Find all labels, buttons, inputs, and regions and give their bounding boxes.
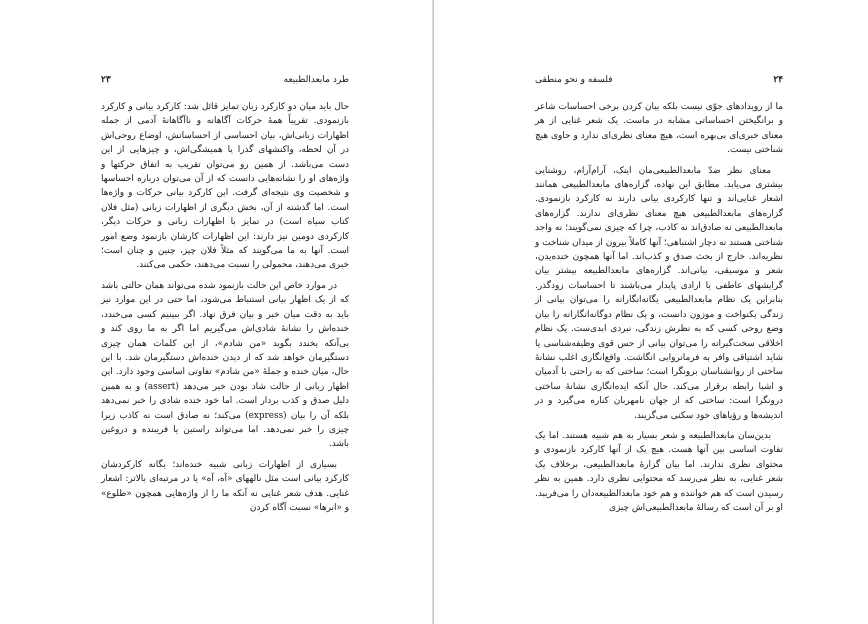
body-text [101,100,349,521]
page-header [101,73,349,87]
page-number: ۲۴ [773,75,783,85]
running-title: فلسفه و نحو منطقی [535,75,613,85]
paragraph: در موارد خاص این حالت بازنمود شده می‌تواند همان حالتی باشد که از یک اظهار بیانی استنباط می‌شود، اما حتی در این موارد نیز باید به دقت میان خبر و بیان فرق نهاد. اگر ببینیم کسی می‌خندد، خنده‌اش را نشانهٔ شادی‌اش می‌گیریم اما اگر به ما روی کند و بی‌آنکه بخندد بگوید «من شادم»، از این کلمات همان چیزی دستگیرمان خواهد شد که از دیدن خنده‌اش دستگیرمان شد. با این حال، میان خنده و جملهٔ «من شادم» تفاوتی اساسی وجود دارد. این اظهار زبانی از حالت شاد بودن خبر می‌دهد (assert) و به همین دلیل صدق و کذب بردار است. اما خود خنده شادی را خبر نمی‌دهد بلکه آن را بیان (express) می‌کند؛ نه صادق است نه کاذب زیرا چیزی را خبر نمی‌دهد. اما می‌تواند راستین یا فریبنده و دروغین باشد. [101,280,350,450]
paragraph: بدین‌سان مابعدالطبیعه و شعر بسیار به هم شبیه هستند. اما یک تفاوت اساسی بین آنها هست. هیچ یک از آنها کارکرد بازنمودی و محتوای نظری ندارند. اما بیان گزارهٔ مابعدالطبیعی، برخلاف یک شعر غنایی، به نظر می‌رسد که محتوایی نظری دارد. همین به نظر رسیدن است که هم خواننده و هم خود مابعدالطبیعه‌دان را می‌فریبد. او بر آن است که رسالهٔ مابعدالطبیعی‌اش چیزی [535,430,783,513]
paragraph: حال باید میان دو کارکرد زبان تمایز قائل شد: کارکرد بیانی و کارکرد بازنمودی. تقریباً همهٔ حرکات آگاهانه و ناآگاهانهٔ آدمی از جمله اظهارات زبانی‌اش، بیان احساسی از احساساتش، اوضاع روحی‌اش در آن لحظه، واکنشهای گذرا یا همیشگی‌اش، و چیزهایی از این دست می‌باشد. از همین رو می‌توان تقریب به اتفاق حرکتها و واژه‌های او را نشانه‌هایی دانست که از آن می‌توان درباره احساسها و شخصیت وی نتیجه‌ای گرفت. این کارکرد بیانی حرکات و واژه‌ها است. اما گذشته از آن، بخش دیگری از اظهارات زبانی (مثل فلان کتاب سیاه است) در تمایز با اظهارات زبانی و حرکات دیگر، کارکردی دومین نیز دارند: این اظهارات کارشان بازنمود وضع امور است. آنها به ما می‌گویند که مثلاً فلان چیز، چنین و چنان است؛ خبری می‌دهند، محمولی را نسبت می‌دهند، حکمی می‌کنند. [101,102,349,271]
paragraph: ما از رویدادهای جوّی نیست بلکه بیان کردن برخی احساسات شاعر و برانگیختن احساساتی مشابه در ماست. یک شعر غنایی از هر معنای خبری‌ای بی‌بهره است، هیچ معنای نظری‌ای ندارد و حاوی هیچ شناختی نیست. [535,102,783,156]
right-page [434,0,868,624]
paragraph: بسیاری از اظهارات زبانی شبیه خنده‌اند؛ یگانه کارکردشان کارکرد بیانی است مثل نالههای «آه، آه» یا در مرتبه‌ای بالاتر: اشعار غنایی. هدف شعر غنایی نه آنکه ما را از واژه‌هایی همچون «طلوع» و «ابرها» نسبت آگاه کردن [101,459,349,513]
paragraph: معنای نظر ضدّ مابعدالطبیعی‌مان اینک، آرام‌آرام، روشنایی بیشتری می‌یابد. مطابق این نهاده، گزاره‌های مابعدالطبیعی همانند اشعار غنایی‌اند و تنها کارکردی بیانی دارند نه کارکرد بازنمودی. گزاره‌های مابعدالطبیعی هیچ معنای نظری‌ای ندارند. گزاره‌های مابعدالطبیعی نه صادق‌اند نه کاذب، چرا که چیزی نمی‌گویند؛ نه واجد شناختی هستند نه دچار اشتباهی؛ آنها کاملاً بیرون از میدان شناخت و نظریه‌اند. خارج از بحث صدق و کذب‌اند. اما آنها همچون خنده‌یدن، شعر و موسیقی، بیانی‌اند. گزاره‌های مابعدالطبیعه بیشتر بیان گرایشهای عاطفی یا ارادی پایدار می‌باشند تا احساسات زودگذر. بنابراین یک نظام مابعدالطبیعی یگانه‌انگارانه را می‌توان بیانی از زندگی یکنواخت و موزون دانست، و یک نظام دوگانه‌انگارانه را بیان وضع روحی کسی که به نظرش زندگی، نبردی ابدی‌ست. یک نظام اخلاقی سخت‌گیرانه را می‌توان بیانی از حس قوی وظیفه‌شناسی یا شاید اشتیاقی وافر به فرمانروایی انگاشت. واقع‌انگاری اغلب نشانهٔ ساختی از روانشناسان برونگرا است؛ ساختی که به راحتی با آدمیان و اشیا رابطه برقرار می‌کند. حال آنکه ایده‌انگاری نشانهٔ ساختی درونگرا است: ساختی که از جهان نامهربان کناره می‌گیرد و در اندیشه‌ها و رؤیاهای خود سکنی می‌گزیند. [535,165,783,421]
running-title: طرد مابعدالطبیعه [283,75,349,85]
page-header [535,73,783,87]
body-text [535,100,783,521]
page-number: ۲۳ [101,75,111,85]
